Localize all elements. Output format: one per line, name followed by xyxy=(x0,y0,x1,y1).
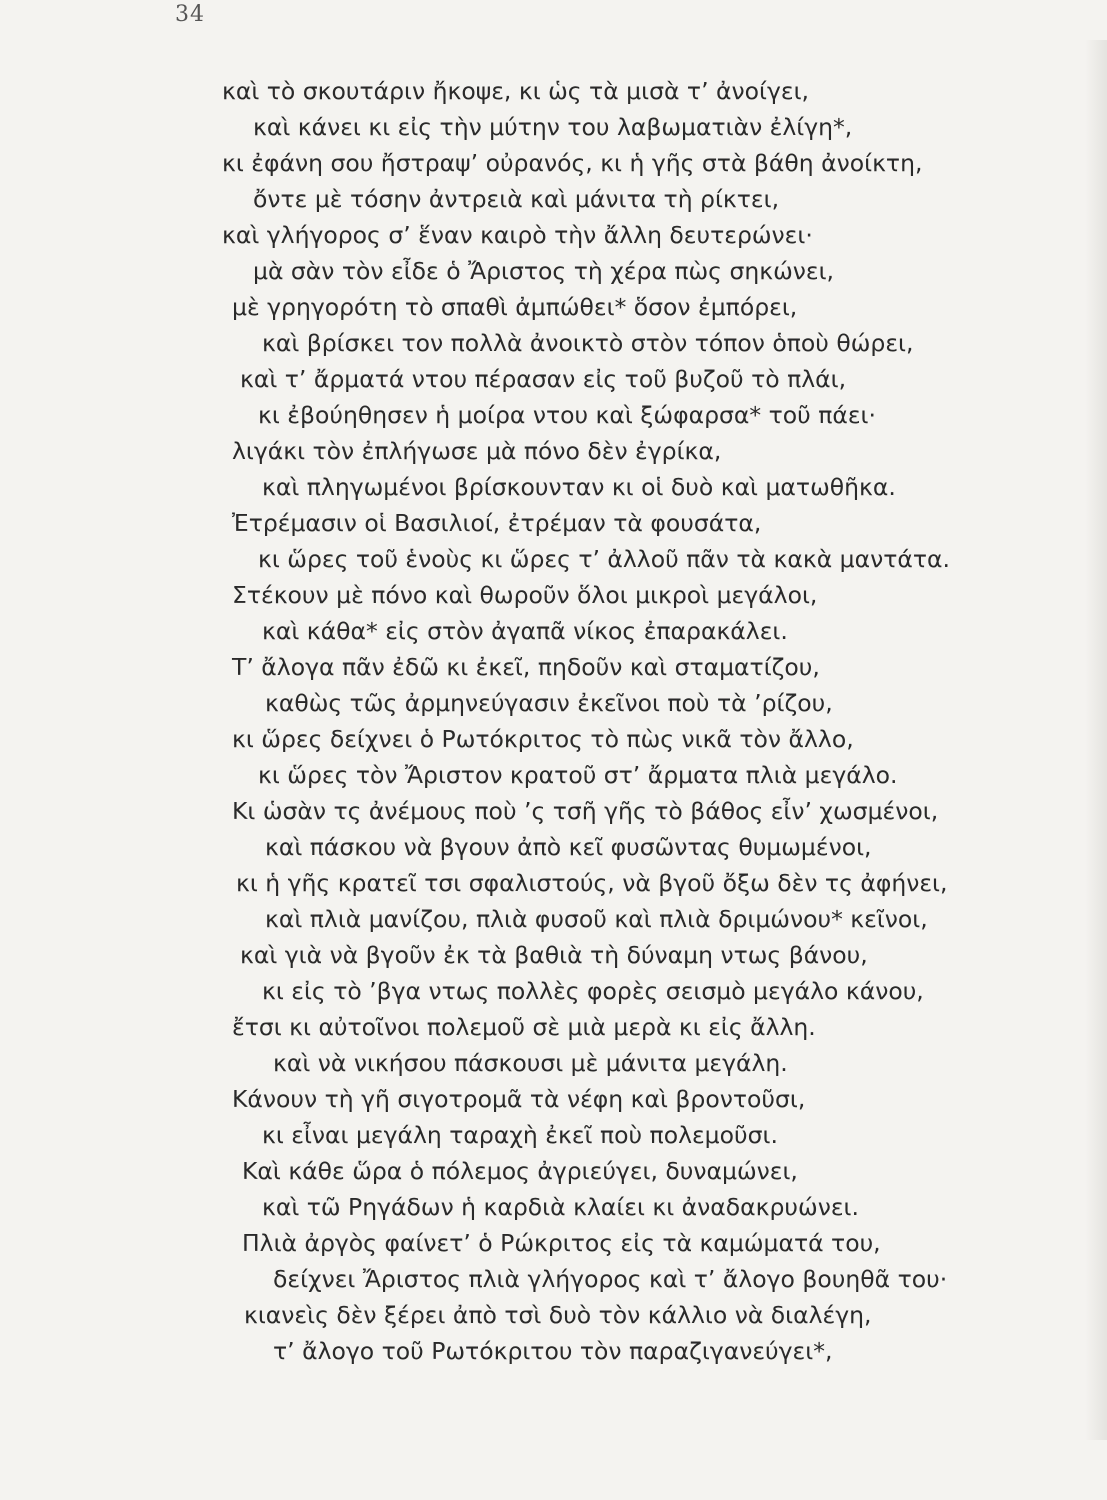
verse-line: Κι ὡσὰν τς ἀνέμους ποὺ ’ς τσῆ γῆς τὸ βάθος εἶν’ χωσμένοι, xyxy=(232,797,939,825)
verse-line: τ’ ἄλογο τοῦ Ρωτόκριτου τὸν παραζιγανεύγει*, xyxy=(273,1337,833,1365)
verse-line: μὰ σὰν τὸν εἶδε ὁ Ἄριστος τὴ χέρα πὼς σηκώνει, xyxy=(253,257,835,285)
verse-line: λιγάκι τὸν ἐπλήγωσε μὰ πόνο δὲν ἐγρίκα, xyxy=(232,437,722,465)
page-number: 34 xyxy=(175,2,205,27)
verse-line: κι ὥρες δείχνει ὁ Ρωτόκριτος τὸ πὼς νικᾶ τὸν ἄλλο, xyxy=(232,725,854,753)
verse-line: Στέκουν μὲ πόνο καὶ θωροῦν ὅλοι μικροὶ μεγάλοι, xyxy=(232,581,818,609)
verse-line: Καὶ κάθε ὥρα ὁ πόλεμος ἀγριεύγει, δυναμώνει, xyxy=(242,1157,798,1185)
verse-line: καὶ πάσκου νὰ βγουν ἀπὸ κεῖ φυσῶντας θυμωμένοι, xyxy=(265,833,872,861)
verse-line: καὶ πληγωμένοι βρίσκουνταν κι οἱ δυὸ καὶ ματωθῆκα. xyxy=(262,473,896,501)
verse-line: κι εἶναι μεγάλη ταραχὴ ἐκεῖ ποὺ πολεμοῦσι. xyxy=(262,1121,778,1149)
verse-line: Τ’ ἄλογα πᾶν ἐδῶ κι ἐκεῖ, πηδοῦν καὶ σταματίζου, xyxy=(232,653,820,681)
verse-line: καὶ βρίσκει τον πολλὰ ἀνοικτὸ στὸν τόπον ὁποὺ θώρει, xyxy=(262,329,914,357)
verse-line: καὶ νὰ νικήσου πάσκουσι μὲ μάνιτα μεγάλη. xyxy=(273,1049,788,1077)
verse-line: κιανεὶς δὲν ξέρει ἀπὸ τσὶ δυὸ τὸν κάλλιο νὰ διαλέγη, xyxy=(244,1301,872,1329)
verse-line: καὶ γλήγορος σ’ ἕναν καιρὸ τὴν ἄλλη δευτερώνει· xyxy=(222,221,813,249)
verse-line: καὶ πλιὰ μανίζου, πλιὰ φυσοῦ καὶ πλιὰ δριμώνου* κεῖνοι, xyxy=(265,905,928,933)
verse-line: καὶ τῶ Ρηγάδων ἡ καρδιὰ κλαίει κι ἀναδακρυώνει. xyxy=(262,1193,859,1221)
verse-line: κι εἰς τὸ ’βγα ντως πολλὲς φορὲς σεισμὸ μεγάλο κάνου, xyxy=(262,977,924,1005)
verse-line: καὶ κάθα* εἰς στὸν ἀγαπᾶ νίκος ἐπαρακάλει. xyxy=(262,617,788,645)
verse-line: ὄντε μὲ τόσην ἀντρειὰ καὶ μάνιτα τὴ ρίκτει, xyxy=(253,185,780,213)
verse-line: κι ἡ γῆς κρατεῖ τσι σφαλιστούς, νὰ βγοῦ ὄξω δὲν τς ἀφήνει, xyxy=(236,869,948,897)
verse-line: καὶ τὸ σκουτάριν ἤκοψε, κι ὡς τὰ μισὰ τ’ ἀνοίγει, xyxy=(222,77,809,105)
verse-line: Ἐτρέμασιν οἱ Βασιλιοί, ἐτρέμαν τὰ φουσάτα, xyxy=(232,509,762,537)
verse-line: κι ἐβούηθησεν ἡ μοίρα ντου καὶ ξώφαρσα* τοῦ πάει· xyxy=(258,401,876,429)
verse-line: καὶ γιὰ νὰ βγοῦν ἐκ τὰ βαθιὰ τὴ δύναμη ντως βάνου, xyxy=(240,941,868,969)
verse-line: καὶ τ’ ἄρματά ντου πέρασαν εἰς τοῦ βυζοῦ τὸ πλάι, xyxy=(240,365,847,393)
verse-line: ἔτσι κι αὐτοῖνοι πολεμοῦ σὲ μιὰ μερὰ κι εἰς ἄλλη. xyxy=(232,1013,816,1041)
verse-line: μὲ γρηγορότη τὸ σπαθὶ ἀμπώθει* ὅσον ἐμπόρει, xyxy=(232,293,798,321)
page-edge-shadow xyxy=(1085,40,1107,1440)
verse-line: καὶ κάνει κι εἰς τὴν μύτην του λαβωματιὰν ἐλίγη*, xyxy=(253,113,853,141)
verse-line: κι ὥρες τοῦ ἑνοὺς κι ὥρες τ’ ἀλλοῦ πᾶν τὰ κακὰ μαντάτα. xyxy=(258,545,950,573)
verse-line: κι ἐφάνη σου ἤστραψ’ οὐρανός, κι ἡ γῆς στὰ βάθη ἀνοίκτη, xyxy=(222,149,923,177)
verse-line: Κάνουν τὴ γῆ σιγοτρομᾶ τὰ νέφη καὶ βροντοῦσι, xyxy=(232,1085,806,1113)
verse-line: Πλιὰ ἀργὸς φαίνετ’ ὁ Ρώκριτος εἰς τὰ καμώματά του, xyxy=(242,1229,881,1257)
verse-line: καθὼς τῶς ἀρμηνεύγασιν ἐκεῖνοι ποὺ τὰ ’ρίζου, xyxy=(265,689,833,717)
verse-line: κι ὥρες τὸν Ἄριστον κρατοῦ στ’ ἄρματα πλιὰ μεγάλο. xyxy=(258,761,898,789)
verse-line: δείχνει Ἄριστος πλιὰ γλήγορος καὶ τ’ ἄλογο βουηθᾶ του· xyxy=(273,1265,948,1293)
